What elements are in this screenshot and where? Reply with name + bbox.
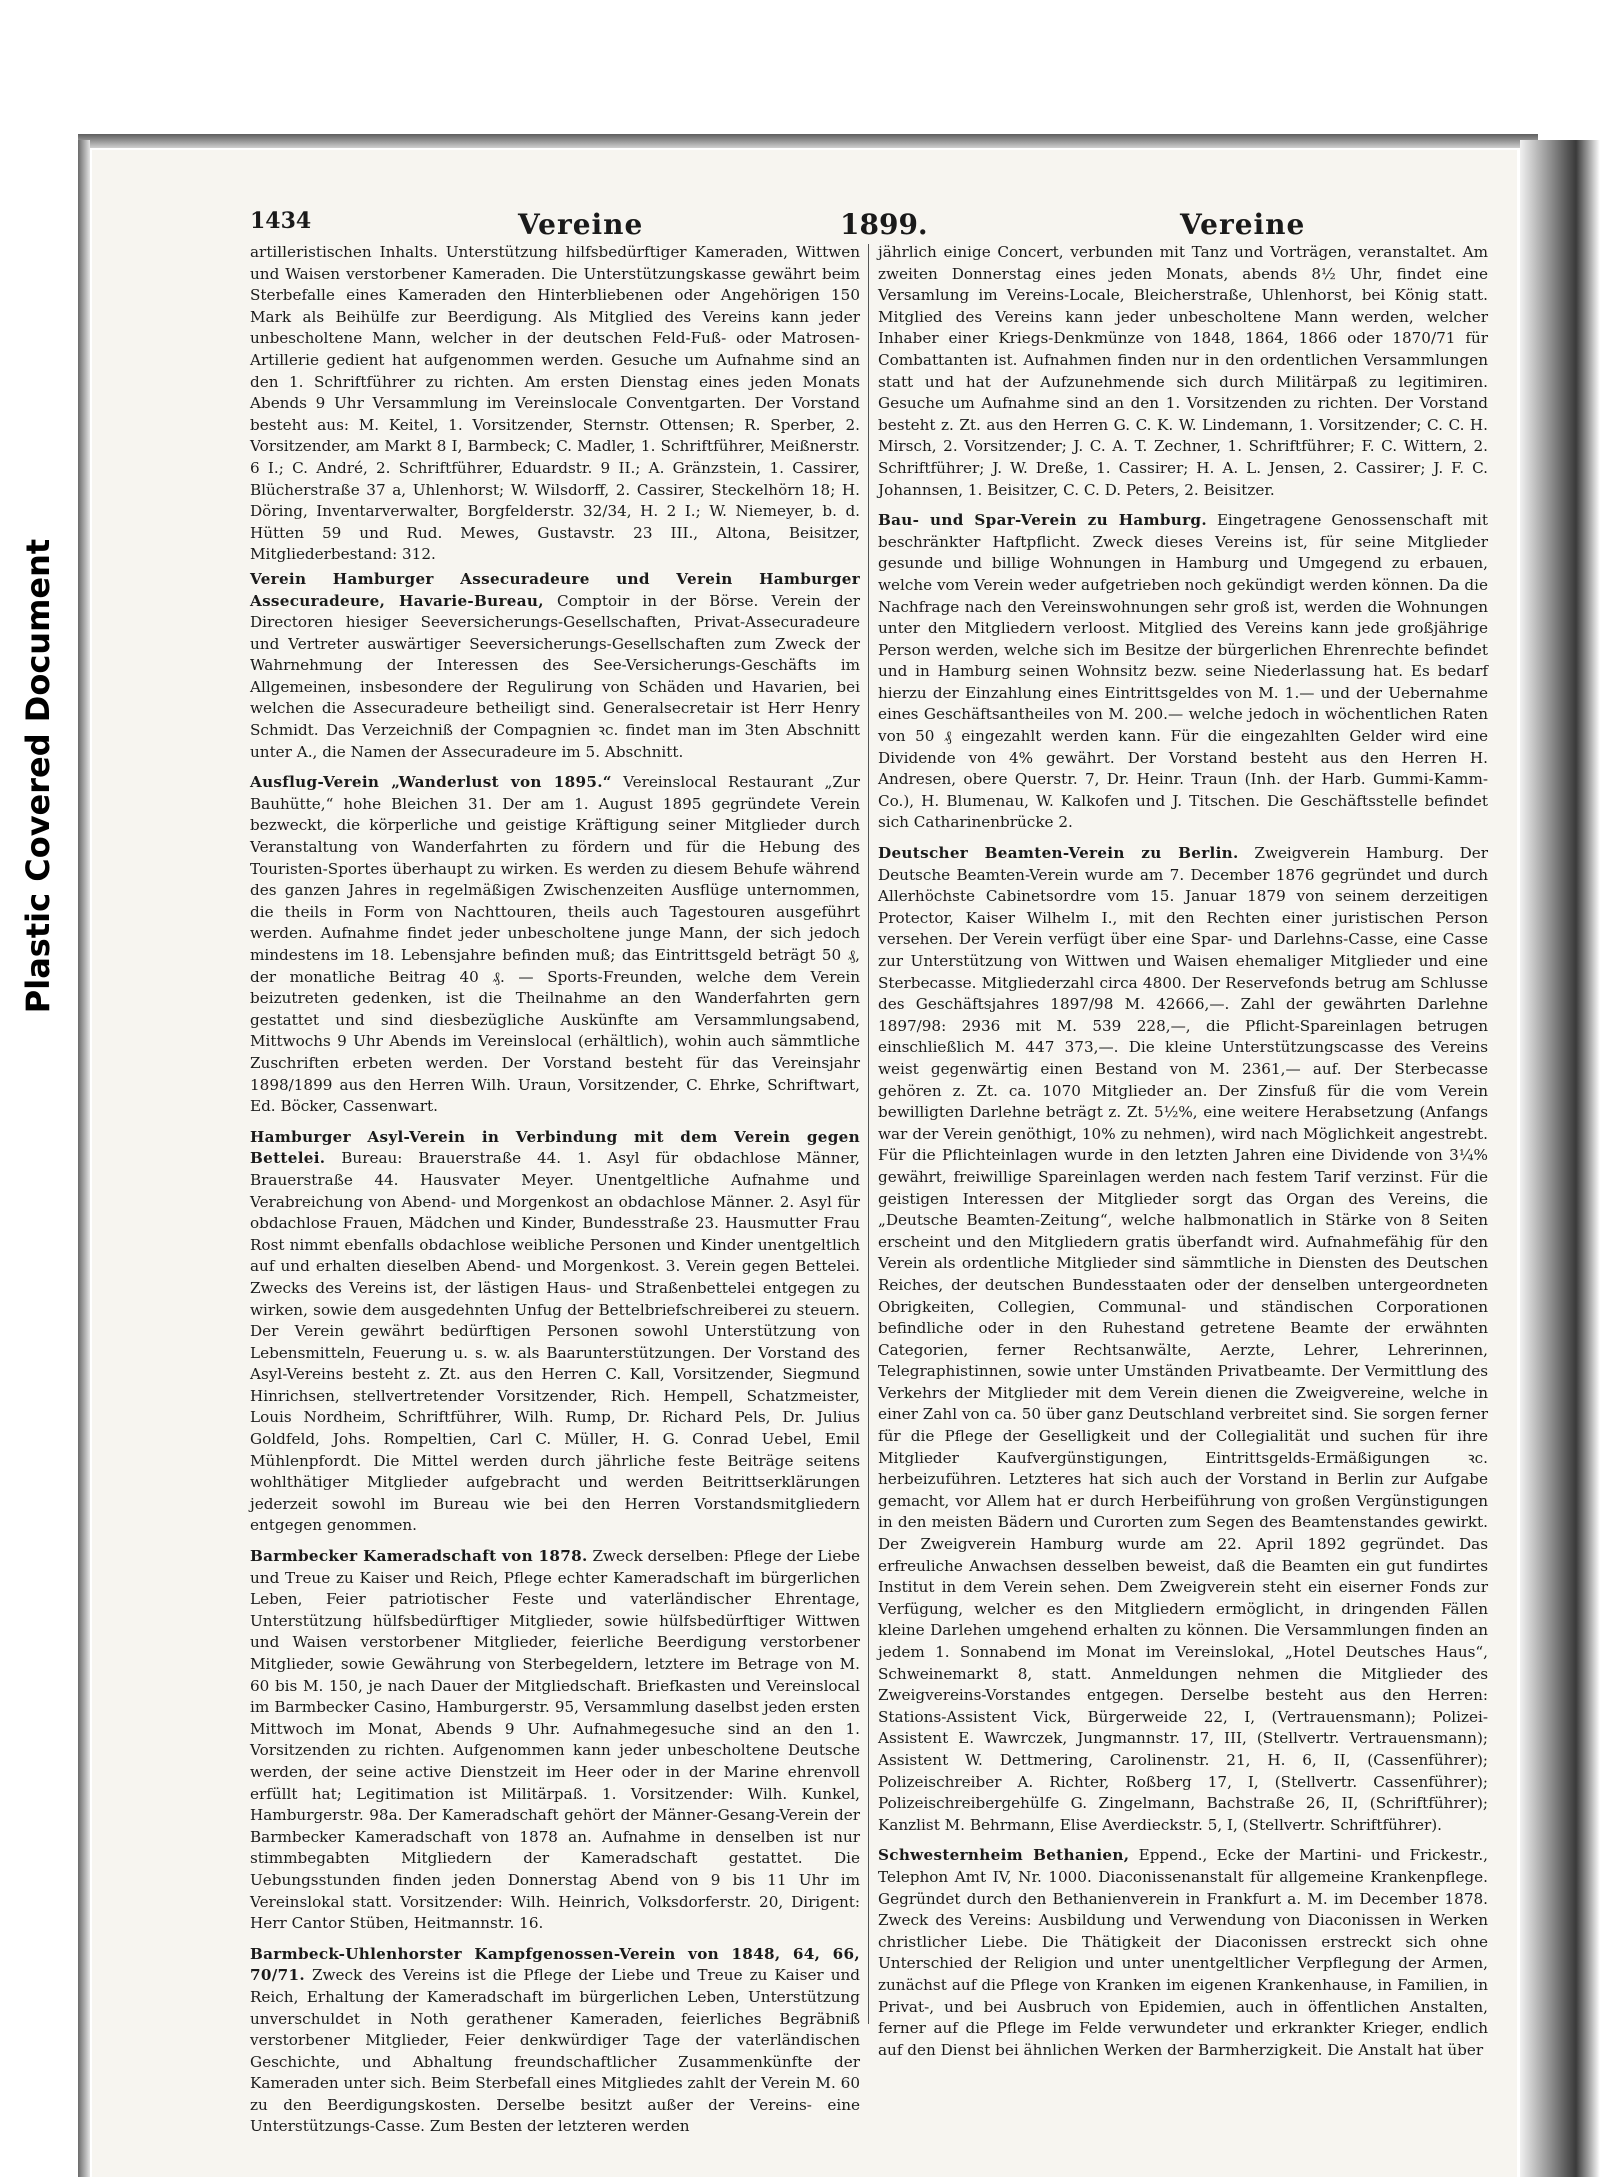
page-number: 1434 [250,208,312,234]
running-title-right: Vereine [1180,208,1306,241]
entry-body: Zweck des Vereins ist die Pflege der Liebe und Treue zu Kaiser und Reich, Erhaltung der Kameradschaft im bürgerlichen Leben, Unterstützung unverschuldet in Noth gerathener Kameraden, feierliches Begräbniß verstorbener Mitglieder, Feier denkwürdiger Tage der vaterländischen Geschichte, und Abhaltung freundschaftlicher Zusammenkünfte der Kameraden unter sich. Beim Sterbefall eines Mitgliedes zahlt der Verein M. 60 zu den Beerdigungskosten. Derselbe besitzt außer der Vereins- eine Unterstützungs-Casse. Zum Besten der letzteren werden [250,1966,860,2136]
entry-title: Hamburger Asyl-Verein in Verbindung mit dem Verein gegen Bettelei. [250,1127,860,1168]
entry-title: Barmbeck-Uhlenhorster Kampfgenossen-Verein von 1848, 64, 66, 70/71. [250,1944,860,1985]
entry-assecuradeure [250,569,860,763]
entry-wanderlust [250,772,860,1118]
entry-barmbecker-kameradschaft [250,1546,860,1935]
entry-body: Zweck derselben: Pflege der Liebe und Treue zu Kaiser und Reich, Pflege echter Kameradschaft im bürgerlichen Leben, Feier patriotischer Feste und vaterländischer Ehrentage, Unterstützung hülfsbedürftiger Mitglieder, sowie hülfsbedürftiger Wittwen und Waisen verstorbener Mitglieder, feierliche Beerdigung verstorbener Mitglieder, sowie Gewährung von Sterbegeldern, letztere im Betrage von M. 60 bis M. 150, je nach Dauer der Mitgliedschaft. Briefkasten und Vereinslocal im Barmbecker Casino, Hamburgerstr. 95, Versammlung daselbst jeden ersten Mittwoch im Monat, Abends 9 Uhr. Aufnahmegesuche sind an den 1. Vorsitzenden zu richten. Aufgenommen kann jeder unbescholtene Deutsche werden, der seine active Dienstzeit im Heer oder in der Marine ehrenvoll erfüllt hat; Legitimation ist Militärpaß. 1. Vorsitzender: Wilh. Kunkel, Hamburgerstr. 98a. Der Kameradschaft gehört der Männer-Gesang-Verein der Barmbecker Kameradschaft von 1878 an. Aufnahme in denselben ist nur stimmbegabten Mitgliedern der Kameradschaft gestattet. Die Uebungsstunden finden jeden Donnerstag Abend von 9 bis 11 Uhr im Vereinslokal statt. Vorsitzender: Wilh. Heinrich, Volksdorferstr. 20, Dirigent: Herr Cantor Stüben, Heitmannstr. 16. [250,1547,861,1933]
entry-body: Bureau: Brauerstraße 44. 1. Asyl für obdachlose Männer, Brauerstraße 44. Hausvater Meyer. Unentgeltliche Aufnahme und Verabreichung von Abend- und Morgenkost an obdachlose Männer. 2. Asyl für obdachlose Frauen, Mädchen und Kinder, Bundesstraße 23. Hausmutter Frau Rost nimmt ebenfalls obdachlose weibliche Personen und Kinder unentgeltlich auf und erhalten dieselben Abend- und Morgenkost. 3. Verein gegen Bettelei. Zwecks des Vereins ist, der lästigen Haus- und Straßenbettelei entgegen zu wirken, sowie dem ausgedehnten Unfug der Bettelbriefschreiberei zu steuern. Der Verein gewährt bedürftigen Personen sowohl Unterstützung von Lebensmitteln, Feuerung u. s. w. als Baarunterstützungen. Der Vorstand des Asyl-Vereins besteht z. Zt. aus den Herren C. Kall, Vorsitzender, Siegmund Hinrichsen, stellvertretender Vorsitzender, Rich. Hempell, Schatzmeister, Louis Nordheim, Schriftführer, Wilh. Rump, Dr. Richard Pels, Dr. Julius Goldfeld, Johs. Rompeltien, Carl C. Müller, H. G. Conrad Uebel, Emil Mühlenpfordt. Die Mittel werden durch jährliche feste Beiträge seitens wohlthätiger Mitglieder aufgebracht und werden Beitrittserklärungen jederzeit sowohl im Bureau wie bei den Herren Vorstandsmitgliedern entgegen genommen. [250,1149,860,1535]
entry-schwesternheim-bethanien [878,1845,1488,2061]
column-divider [868,244,869,2024]
entry-bau-und-spar-verein [878,510,1488,834]
entry-kampfgenossen-verein [250,1944,860,2138]
entry-asyl-verein [250,1127,860,1537]
entry-body: artilleristischen Inhalts. Unterstützung hilfsbedürftiger Kameraden, Wittwen und Waisen verstorbener Kameraden. Die Unterstützungskasse gewährt beim Sterbefalle eines Kameraden den Hinterbliebenen oder Angehörigen 150 Mark als Beihülfe zur Beerdigung. Als Mitglied des Vereins kann jeder unbescholtene Mann, welcher in der deutschen Feld-Fuß- oder Matrosen-Artillerie gedient hat aufgenommen werden. Gesuche um Aufnahme sind an den 1. Schriftführer zu richten. Am ersten Dienstag eines jeden Monats Abends 9 Uhr Versammlung im Vereinslocale Conventgarten. Der Vorstand besteht aus: M. Keitel, 1. Vorsitzender, Sternstr. Ottensen; R. Sperber, 2. Vorsitzender, am Markt 8 I, Barmbeck; C. Madler, 1. Schriftführer, Meißnerstr. 6 I.; C. André, 2. Schriftführer, Eduardstr. 9 II.; A. Gränzstein, 1. Cassirer, Blücherstraße 37 a, Uhlenhorst; W. Wilsdorff, 2. Cassirer, Steckelhörn 18; H. Döring, Inventarverwalter, Borgfelderstr. 32/34, H. 2 I.; W. Niemeyer, b. d. Hütten 59 und Rud. Mewes, Gustavstr. 23 III., Altona, Beisitzer, Mitgliederbestand: 312. [250,243,860,564]
entry-title: Verein Hamburger Assecuradeure und Verein Hamburger Assecuradeure, Havarie-Bureau, [250,569,860,610]
entry-title: Schwesternheim Bethanien, [878,1846,1130,1865]
entry-title: Bau- und Spar-Verein zu Hamburg. [878,511,1207,530]
running-title-left: Vereine [518,208,644,241]
entry-title: Deutscher Beamten-Verein zu Berlin. [878,844,1239,863]
entry-continuation [878,242,1488,501]
side-label-text: Plastic Covered Document [19,538,57,1014]
entry-body: Eingetragene Genossenschaft mit beschränkter Haftpflicht. Zweck dieses Vereins ist, für seine Mitglieder gesunde und billige Wohnungen in Hamburg und Umgegend zu erbauen, welche vom Verein weder aufgetrieben noch gekündigt werden können. Da die Nachfrage nach den Vereinswohnungen sehr groß ist, werden die Wohnungen unter den Mitgliedern verloost. Mitglied des Vereins kann jede großjährige Person werden, welche sich im Besitze der bürgerlichen Ehrenrechte befindet und in Hamburg seinen Wohnsitz bezw. seine Niederlassung hat. Es bedarf hierzu der Einzahlung eines Eintrittsgeldes von M. 1.— und der Uebernahme eines Geschäftsantheiles von M. 200.— welche jedoch in wöchentlichen Raten von 50 ₰ eingezahlt werden kann. Für die eingezahlten Gelder wird eine Dividende von 4% gewährt. Der Vorstand besteht aus den Herren H. Andresen, obere Querstr. 7, Dr. Heinr. Traun (Inh. der Harb. Gummi-Kamm-Co.), H. Blumenau, W. Kalkofen und J. Titschen. Die Geschäftsstelle befindet sich Catharinenbrücke 2. [878,511,1488,832]
entry-title: Ausflug-Verein „Wanderlust von 1895.“ [250,773,612,792]
entry-body: Comptoir in der Börse. Verein der Directoren hiesiger Seeversicherungs-Gesellschaften, Privat-Assecuradeure und Vertreter auswärtiger Seeversicherungs-Gesellschaften zum Zweck der Wahrnehmung der Interessen des See-Versicherungs-Geschäfts im Allgemeinen, insbesondere der Regulirung von Schäden und Havarien, bei welchen die Assecuradeure betheiligt sind. Generalsecretair ist Herr Henry Schmidt. Das Verzeichniß der Compagnien ꝛc. findet man im 3ten Abschnitt unter A., die Namen der Assecuradeure im 5. Abschnitt. [250,591,860,761]
running-year: 1899. [840,208,928,241]
book-binding-shadow [1520,140,1600,2177]
entry-beamten-verein [878,843,1488,1836]
entry-body: Eppend., Ecke der Martini- und Frickestr., Telephon Amt IV, Nr. 1000. Diaconissenanstalt für allgemeine Krankenpflege. Gegründet durch den Bethanienverein in Frankfurt a. M. im December 1878. Zweck des Vereins: Ausbildung und Verwendung von Diaconissen in Werken christlicher Liebe. Die Thätigkeit der Diaconissen erstreckt sich ohne Unterschied der Religion und unter unentgeltlicher Verpflegung der Armen, zunächst auf die Pflege von Kranken im eigenen Krankenhause, in Familien, in Privat-, und bei Ausbruch von Epidemien, auch in öffentlichen Anstalten, ferner auf die Pflege im Felde verwundeter und erkrankter Krieger, endlich auf den Dienst bei ähnlichen Werken der Barmherzigkeit. Die Anstalt hat über [878,1846,1489,2059]
entry-body: Zweigverein Hamburg. Der Deutsche Beamten-Verein wurde am 7. December 1876 gegründet und durch Allerhöchste Cabinetsordre vom 15. Januar 1879 von seinem derzeitigen Protector, Kaiser Wilhelm I., mit den Rechten einer juristischen Person versehen. Der Verein verfügt über eine Spar- und Darlehns-Casse, eine Casse zur Unterstützung von Wittwen und Waisen ehemaliger Mitglieder und eine Sterbecasse. Mitgliederzahl circa 4800. Der Reservefonds betrug am Schlusse des Geschäftsjahres 1897/98 M. 42666,—. Zahl der gewährten Darlehne 1897/98: 2936 mit M. 539 228,—, die Pflicht-Spareinlagen betrugen einschließlich M. 447 373,—. Die kleine Unterstützungscasse des Vereins weist gegenwärtig einen Bestand von M. 2361,— auf. Der Sterbecasse gehören z. Zt. ca. 1070 Mitglieder an. Der Zinsfuß für die vom Verein bewilligten Darlehne beträgt z. Zt. 5½%, eine weitere Herabsetzung (Anfangs war der Verein genöthigt, 10% zu nehmen), wird nach Möglichkeit angestrebt. Für die Pflichteinlagen wurde in den letzten Jahren eine Dividende von 3¼% gewährt, freiwillige Spareinlagen werden nach festem Tarif verzinst. Für die geistigen Interessen der Mitglieder sorgt das Organ des Vereins, die „Deutsche Beamten-Zeitung“, welche halbmonatlich in Stärke von 8 Seiten erscheint und den Mitgliedern gratis überfandt wird. Aufnahmefähig für den Verein als ordentliche Mitglieder sind sämmtliche in Diensten des Deutschen Reiches, der deutschen Bundesstaaten oder der denselben untergeordneten Obrigkeiten, Collegien, Communal- und ständischen Corporationen befindliche oder in den Ruhestand getretene Beamte der erwähnten Categorien, ferner Rechtsanwälte, Aerzte, Lehrer, Lehrerinnen, Telegraphistinnen, sowie unter Umständen Privatbeamte. Der Vermittlung des Verkehrs der Mitglieder mit dem Verein dienen die Zweigvereine, welche in einer Zahl von ca. 50 über ganz Deutschland verbreitet sind. Sie sorgen ferner für die Pflege der Geselligkeit und der Collegialität und suchen für ihre Mitglieder Kaufvergünstigungen, Eintrittsgelds-Ermäßigungen ꝛc. herbeizuführen. Letzteres hat sich auch der Vorstand in Berlin zur Aufgabe gemacht, vor Allem hat er durch Herbeiführung von großen Vergünstigungen in den meisten Bädern und Curorten zum Segen des Beamtenstandes gewirkt. Der Zweigverein Hamburg wurde am 22. April 1892 gegründet. Das erfreuliche Anwachsen desselben beweist, daß die Beamten ein gut fundirtes Institut in dem Verein sehen. Dem Zweigverein steht ein eiserner Fonds zur Verfügung, welcher es den Mitgliedern ermöglicht, in dringenden Fällen kleine Darlehen umgehend erhalten zu können. Die Versammlungen finden an jedem 1. Sonnabend im Monat im Vereinslokal, „Hotel Deutsches Haus“, Schweinemarkt 8, statt. Anmeldungen nehmen die Mitglieder des Zweigvereins-Vorstandes entgegen. Derselbe besteht aus den Herren: Stations-Assistent Vick, Bürgerweide 22, I, (Vertrauensmann); Polizei-Assistent E. Wawrczek, Jungmannstr. 17, III, (Stellvertr. Vertrauensmann); Assistent W. Dettmering, Carolinenstr. 21, H. 6, II, (Cassenführer); Polizeischreiber A. Richter, Roßberg 17, I, (Stellvertr. Cassenführer); Polizeischreibergehülfe G. Zingelmann, Bachstraße 26, II, (Schriftführer); Kanzlist M. Behrmann, Elise Averdieckstr. 5, I, (Stellvertr. Schriftführer). [878,844,1489,1834]
left-column [250,242,860,2138]
page-left-edge [78,140,90,2177]
entry-body: jährlich einige Concert, verbunden mit Tanz und Vorträgen, veranstaltet. Am zweiten Donnerstag eines jeden Monats, abends 8½ Uhr, findet eine Versamlung im Vereins-Locale, Bleicherstraße, Uhlenhorst, bei König statt. Mitglied des Vereins kann jeder unbescholtene Mann werden, welcher Inhaber einer Kriegs-Denkmünze von 1848, 1864, 1866 oder 1870/71 für Combattanten ist. Aufnahmen finden nur in den ordentlichen Versammlungen statt und hat der Aufzunehmende sich durch Militärpaß zu legitimiren. Gesuche um Aufnahme sind an den 1. Vorsitzenden zu richten. Der Vorstand besteht z. Zt. aus den Herren G. C. K. W. Lindemann, 1. Vorsitzender; C. C. H. Mirsch, 2. Vorsitzender; J. C. A. T. Zechner, 1. Schriftführer; F. C. Wittern, 2. Schriftführer; J. W. Dreße, 1. Cassirer; H. A. L. Jensen, 2. Cassirer; J. F. C. Johannsen, 1. Beisitzer, C. C. D. Peters, 2. Beisitzer. [878,243,1488,499]
page-top-edge [78,134,1538,148]
entry-body: Vereinslocal Restaurant „Zur Bauhütte,“ hohe Bleichen 31. Der am 1. August 1895 gegründete Verein bezweckt, die körperliche und geistige Kräftigung seiner Mitglieder durch Veranstaltung von Wanderfahrten zu fördern und für die Hebung des Touristen-Sportes überhaupt zu wirken. Es werden zu diesem Behufe während des ganzen Jahres in regelmäßigen Zwischenzeiten Ausflüge unternommen, die theils in Form von Nachttouren, theils auch Tagestouren ausgeführt werden. Aufnahme findet jeder unbescholtene junge Mann, der sich jedoch mindestens im 18. Lebensjahre befinden muß; das Eintrittsgeld beträgt 50 ₰, der monatliche Beitrag 40 ₰. — Sports-Freunden, welche dem Verein beizutreten gedenken, ist die Theilnahme an den Wanderfahrten gern gestattet und sind diesbezügliche Auskünfte am Versammlungsabend, Mittwochs 9 Uhr Abends im Vereinslocal (erhältlich), wohin auch sämmtliche Zuschriften erbeten werden. Der Vorstand besteht für das Vereinsjahr 1898/1899 aus den Herren Wilh. Uraun, Vorsitzender, C. Ehrke, Schriftwart, Ed. Böcker, Cassenwart. [250,773,860,1116]
entry-title: Barmbecker Kameradschaft von 1878. [250,1547,588,1566]
right-column [878,242,1488,2061]
side-label [8,538,68,1014]
entry-continuation [250,242,860,566]
page-header [250,208,1540,244]
